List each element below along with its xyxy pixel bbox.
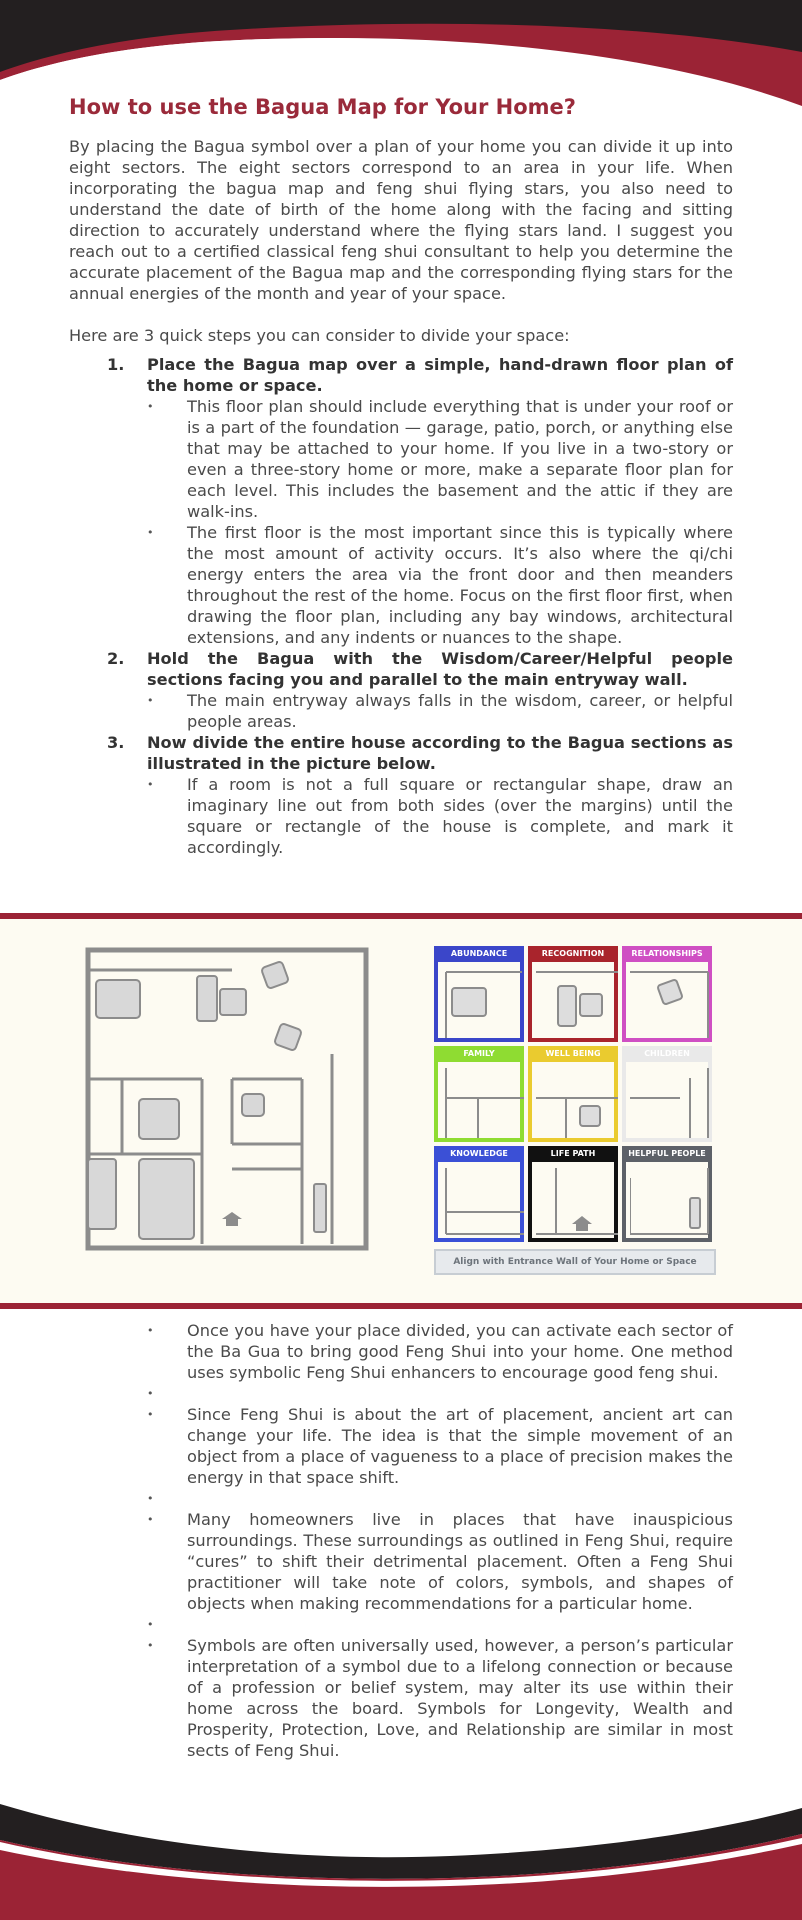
bagua-cell-knowledge bbox=[434, 1146, 524, 1242]
bullet-item-empty bbox=[147, 1488, 733, 1509]
lower-content bbox=[147, 1320, 733, 1761]
bagua-cell-children bbox=[622, 1046, 712, 1142]
bullet-item: • Symbols are often universally used, however, a person’s particular interpretation of a symbol due to a lifelong connection or because of a profession or belief system, may alter its use within their home across the board. Symbols for Longevity, Wealth and Prosperity, Protection, Love, and Relationship are similar in most sects of Feng Shui. bbox=[147, 1635, 733, 1761]
step-number: 2. bbox=[107, 649, 125, 668]
bagua-label: RECOGNITION bbox=[528, 946, 618, 962]
floor-fragment bbox=[536, 1068, 618, 1138]
floor-fragment bbox=[536, 1168, 618, 1238]
bagua-cell-relationships bbox=[622, 946, 712, 1042]
bagua-label: WELL BEING bbox=[528, 1046, 618, 1062]
step-item bbox=[107, 354, 733, 648]
bagua-label: LIFE PATH bbox=[528, 1146, 618, 1162]
bullet-item: • Since Feng Shui is about the art of placement, ancient art can change your life. The idea is that the simple movement of an object from a place of vagueness to a place of precision makes the energy in that space shift. bbox=[147, 1404, 733, 1488]
band-bottom-border bbox=[0, 1303, 802, 1309]
steps-intro: Here are 3 quick steps you can consider to divide your space: bbox=[69, 326, 570, 345]
floor-fragment bbox=[442, 1168, 524, 1238]
step-title: Hold the Bagua with the Wisdom/Career/Helpful people sections facing you and parallel to the main entryway wall. bbox=[147, 649, 733, 689]
bullet-item: • If a room is not a full square or rectangular shape, draw an imaginary line out from both sides (over the margins) until the square or rectangle of the house is complete, and mark it accordingly. bbox=[147, 774, 733, 858]
floor-fragment bbox=[442, 1068, 524, 1138]
step-item bbox=[107, 648, 733, 732]
step-title: Now divide the entire house according to the Bagua sections as illustrated in the picture below. bbox=[147, 733, 733, 773]
bullet-item: • The first floor is the most important since this is typically where the most amount of activity occurs. It’s also where the qi/chi energy enters the area via the front door and then meanders throughout the rest of the home. Focus on the first floor first, when drawing the floor plan, including any bay windows, architectural extensions, and any indents or nuances to the shape. bbox=[147, 522, 733, 648]
step-number: 3. bbox=[107, 733, 125, 752]
bagua-cell-life-path bbox=[528, 1146, 618, 1242]
bottom-wave-decoration bbox=[0, 1790, 802, 1920]
bagua-label: HELPFUL PEOPLE bbox=[622, 1146, 712, 1162]
step-bullets bbox=[147, 774, 733, 858]
bagua-label: RELATIONSHIPS bbox=[622, 946, 712, 962]
step-item bbox=[107, 732, 733, 858]
steps-list bbox=[107, 354, 733, 858]
bullet-item-empty bbox=[147, 1383, 733, 1404]
align-entrance-label: Align with Entrance Wall of Your Home or Space bbox=[434, 1249, 716, 1275]
bagua-cell-abundance bbox=[434, 946, 524, 1042]
step-bullets bbox=[147, 690, 733, 732]
bagua-cell-family bbox=[434, 1046, 524, 1142]
bullet-item: • The main entryway always falls in the wisdom, career, or helpful people areas. bbox=[147, 690, 733, 732]
floor-fragment bbox=[630, 1168, 712, 1238]
main-content bbox=[69, 92, 733, 858]
bagua-label: FAMILY bbox=[434, 1046, 524, 1062]
bagua-cell-well-being bbox=[528, 1046, 618, 1142]
floor-fragment bbox=[442, 968, 524, 1038]
floor-fragment bbox=[536, 968, 618, 1038]
floor-fragment bbox=[630, 1068, 712, 1138]
floor-plan-illustration bbox=[82, 944, 372, 1254]
bagua-label: ABUNDANCE bbox=[434, 946, 524, 962]
bullet-item-empty bbox=[147, 1614, 733, 1635]
bullet-item: • This floor plan should include everything that is under your roof or is a part of the foundation — garage, patio, porch, or anything else that may be attached to your home. If you live in a two-story or even a three-story home or more, make a separate floor plan for each level. This includes the basement and the attic if they are walk-ins. bbox=[147, 396, 733, 522]
step-title: Place the Bagua map over a simple, hand-drawn floor plan of the home or space. bbox=[147, 355, 733, 395]
floor-fragment bbox=[630, 968, 712, 1038]
bagua-cell-recognition bbox=[528, 946, 618, 1042]
bagua-cell-helpful-people bbox=[622, 1146, 712, 1242]
step-bullets bbox=[147, 396, 733, 648]
page-title: How to use the Bagua Map for Your Home? bbox=[69, 95, 576, 119]
bullet-item: • Many homeowners live in places that have inauspicious surroundings. These surroundings as outlined in Feng Shui, require “cures” to shift their detrimental placement. Often a Feng Shui practitioner will take note of colors, symbols, and shapes of objects when making recommendations for a particular home. bbox=[147, 1509, 733, 1614]
bagua-label: CHILDREN bbox=[622, 1046, 712, 1062]
after-bullets bbox=[147, 1320, 733, 1761]
bagua-grid bbox=[434, 946, 716, 1278]
step-number: 1. bbox=[107, 355, 125, 374]
bullet-item: • Once you have your place divided, you can activate each sector of the Ba Gua to bring good Feng Shui into your home. One method uses symbolic Feng Shui enhancers to encourage good feng shui. bbox=[147, 1320, 733, 1383]
intro-paragraph: By placing the Bagua symbol over a plan of your home you can divide it up into eight sectors. The eight sectors correspond to an area in your life. When incorporating the bagua map and feng shui flying stars, you also need to understand the date of birth of the home along with the facing and sitting direction to accurately understand where the flying stars land. I suggest you reach out to a certified classical feng shui consultant to help you determine the accurate placement of the Bagua map and the corresponding flying stars for the annual energies of the month and year of your space. bbox=[69, 137, 733, 303]
bagua-label: KNOWLEDGE bbox=[434, 1146, 524, 1162]
